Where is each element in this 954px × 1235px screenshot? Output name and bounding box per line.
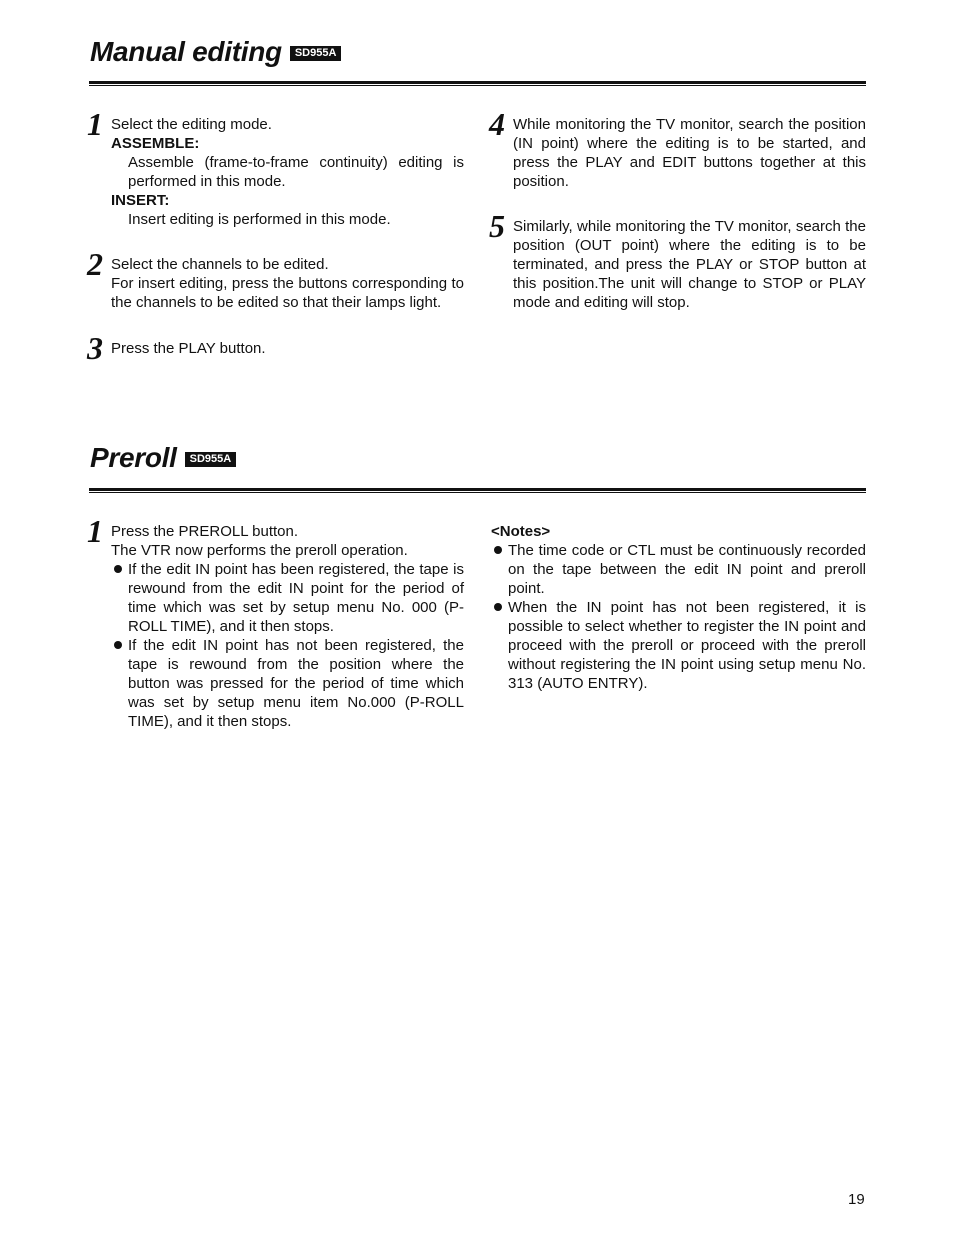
assemble-label: ASSEMBLE:: [111, 135, 200, 152]
step-4: [489, 106, 866, 191]
assemble-description: Assemble (frame-to-frame continuity) editing is performed in this mode.: [128, 154, 464, 190]
step-number: 5: [489, 208, 505, 244]
step-text: Similarly, while monitoring the TV monitor, search the position (OUT point) where the editing is to be terminated, and press the PLAY or STOP button at this position.The unit will change to STOP or PLAY mode and editing will stop.: [513, 218, 866, 311]
notes-column: [491, 522, 866, 693]
preroll-step-1: [87, 513, 464, 731]
page-number: 19: [848, 1191, 865, 1208]
step-text: Press the PLAY button.: [111, 340, 266, 357]
bullet-icon: [114, 641, 122, 649]
step-3: [87, 330, 464, 366]
note-text: The time code or CTL must be continuously recorded on the tape between the edit IN point and preroll point.: [508, 542, 866, 597]
step-subtext: The VTR now performs the preroll operation.: [111, 542, 408, 559]
step-text: While monitoring the TV monitor, search the position (IN point) where the editing is to be started, and press the PLAY and EDIT buttons together at this position.: [513, 116, 866, 190]
step-1: [87, 106, 464, 229]
step-text: Press the PREROLL button.: [111, 523, 299, 540]
bullet-text: If the edit IN point has not been registered, the tape is rewound from the position where the button was pressed for the period of time which was set by setup menu item No.000 (P-ROLL TIME), and it then stops.: [128, 637, 464, 730]
notes-heading: <Notes>: [491, 523, 551, 540]
bullet-icon: [114, 565, 122, 573]
bullet-item: [111, 560, 464, 636]
section-divider: [89, 488, 866, 493]
note-item: [491, 598, 866, 693]
bullet-text: If the edit IN point has been registered, the tape is rewound from the edit IN point for the period of time which was set by setup menu No. 000 (P-ROLL TIME), and it then stops.: [128, 561, 464, 635]
preroll-heading: [90, 442, 236, 474]
manual-editing-left-column: [87, 106, 464, 366]
step-number: 2: [87, 246, 103, 282]
model-badge: SD955A: [185, 452, 237, 467]
step-text: Select the editing mode.: [111, 116, 272, 133]
step-number: 3: [87, 330, 103, 366]
section-title: Manual editing: [90, 36, 282, 67]
insert-description: Insert editing is performed in this mode.: [128, 211, 391, 228]
bullet-icon: [494, 603, 502, 611]
bullet-icon: [494, 546, 502, 554]
section-divider: [89, 81, 866, 86]
preroll-left-column: [87, 513, 464, 731]
note-item: [491, 541, 866, 598]
insert-label: INSERT:: [111, 192, 170, 209]
step-2: [87, 246, 464, 312]
step-number: 1: [87, 513, 103, 549]
step-5: [489, 208, 866, 312]
manual-editing-right-column: [489, 106, 866, 312]
step-number: 1: [87, 106, 103, 142]
bullet-item: [111, 636, 464, 731]
model-badge: SD955A: [290, 46, 342, 61]
manual-editing-heading: [90, 36, 341, 68]
step-description: For insert editing, press the buttons corresponding to the channels to be edited so that their lamps light.: [111, 275, 464, 311]
section-title: Preroll: [90, 442, 177, 473]
step-text: Select the channels to be edited.: [111, 256, 329, 273]
note-text: When the IN point has not been registered, it is possible to select whether to register the IN point and proceed with the preroll or proceed with the preroll without registering the IN point using setup menu No. 313 (AUTO ENTRY).: [508, 599, 866, 692]
step-number: 4: [489, 106, 505, 142]
